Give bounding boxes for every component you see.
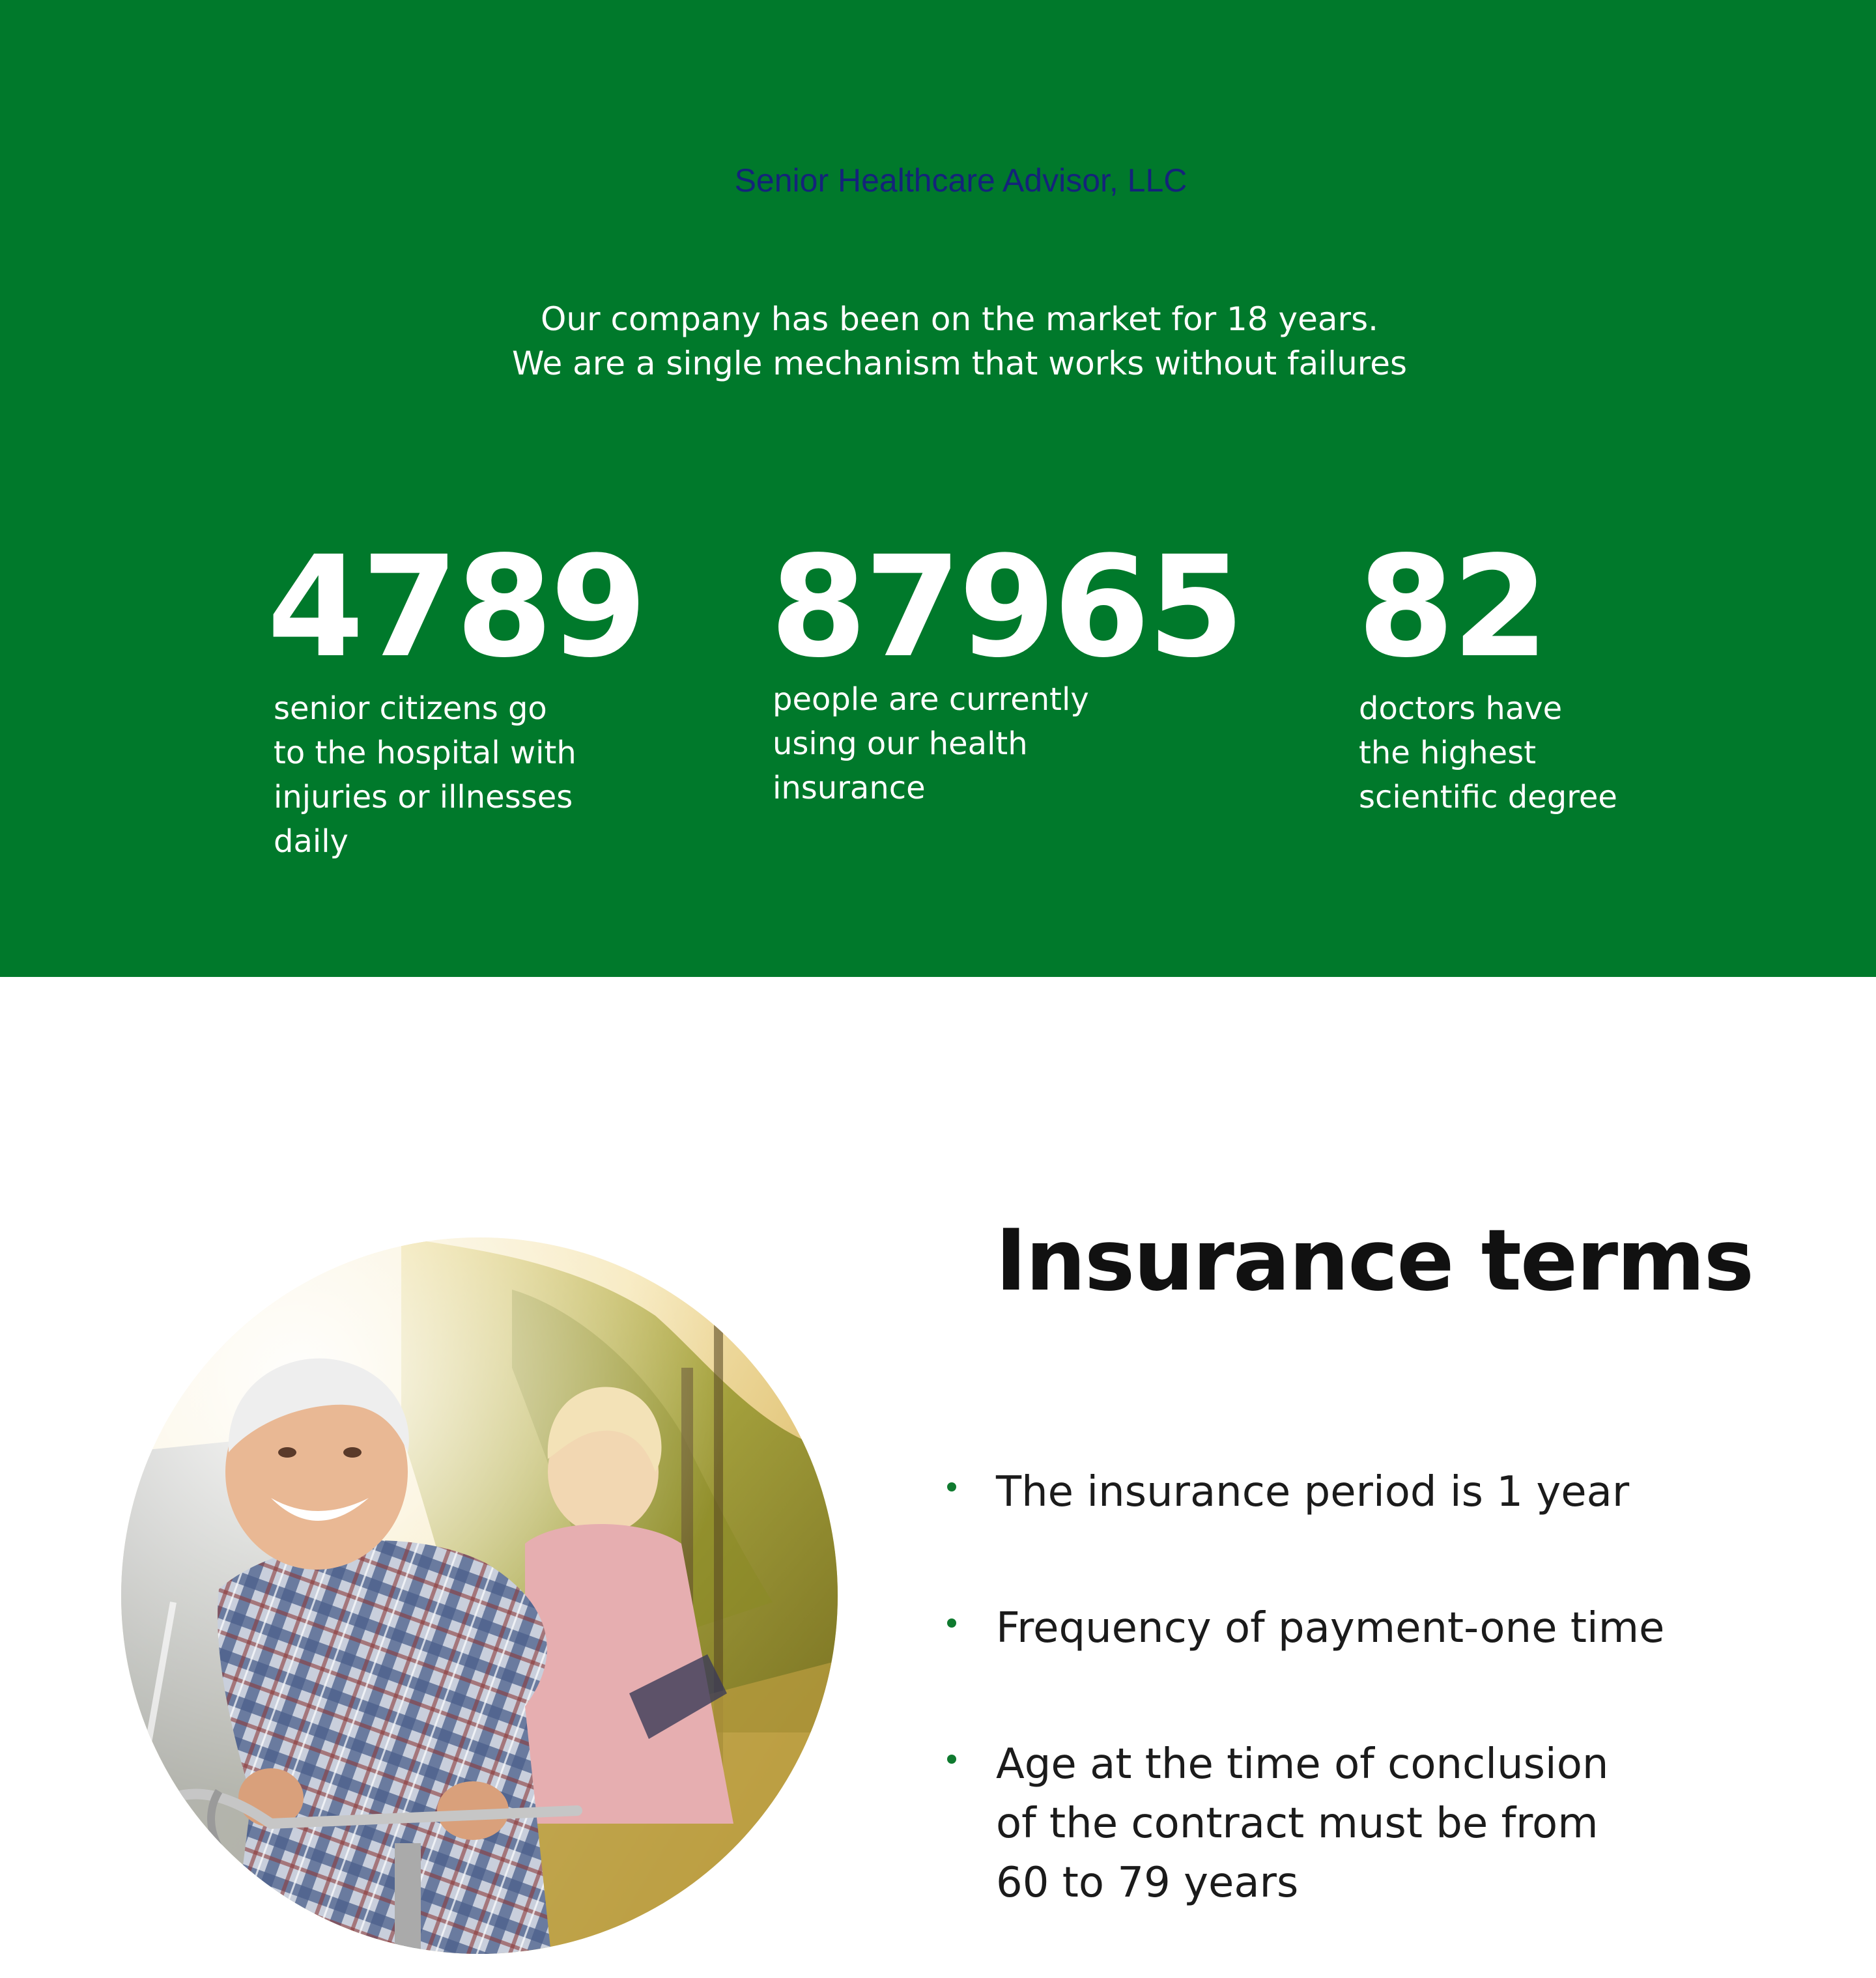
stat-caption-line: insurance	[773, 770, 926, 806]
stat-caption-line: the highest	[1359, 735, 1537, 771]
term-line: Age at the time of conclusion	[996, 1740, 1609, 1788]
stat-caption	[773, 677, 1089, 810]
term-text	[996, 1735, 1608, 1913]
bullet-dot-icon	[947, 1755, 956, 1764]
term-line: Frequency of payment-one time	[996, 1604, 1665, 1652]
company-name: Senior Healthcare Advisor, LLC	[734, 162, 1187, 199]
seniors-cycling-photo	[121, 1237, 838, 1954]
stat-caption-line: using our health	[773, 726, 1028, 762]
stat-caption-line: senior citizens go	[274, 690, 547, 727]
term-line: 60 to 79 years	[996, 1859, 1299, 1907]
bullet-dot-icon	[947, 1618, 956, 1628]
term-text	[996, 1463, 1629, 1522]
stats-section	[0, 0, 1876, 977]
stat-caption-line: injuries or illnesses	[274, 779, 573, 815]
stat-number: 4789	[267, 526, 645, 688]
term-text	[996, 1599, 1664, 1658]
stat-caption-line: doctors have	[1359, 690, 1563, 727]
intro-line: Our company has been on the market for 18 years.	[540, 300, 1379, 338]
intro-line: We are a single mechanism that works without failures	[511, 345, 1408, 382]
bullet-dot-icon	[947, 1482, 956, 1491]
stat-number: 82	[1357, 526, 1546, 688]
stat-caption	[274, 686, 576, 864]
stat-caption-line: scientific degree	[1359, 779, 1617, 815]
photo-illustration	[121, 1237, 838, 1954]
stat-caption-line: daily	[274, 823, 348, 860]
term-line: The insurance period is 1 year	[996, 1468, 1630, 1516]
stat-caption-line: people are currently	[773, 681, 1089, 718]
intro-text	[0, 297, 1876, 386]
term-line: of the contract must be from	[996, 1800, 1599, 1848]
stat-number: 87965	[770, 526, 1242, 688]
stat-caption	[1359, 686, 1617, 819]
section-title: Insurance terms	[995, 1211, 1753, 1310]
stat-caption-line: to the hospital with	[274, 735, 576, 771]
